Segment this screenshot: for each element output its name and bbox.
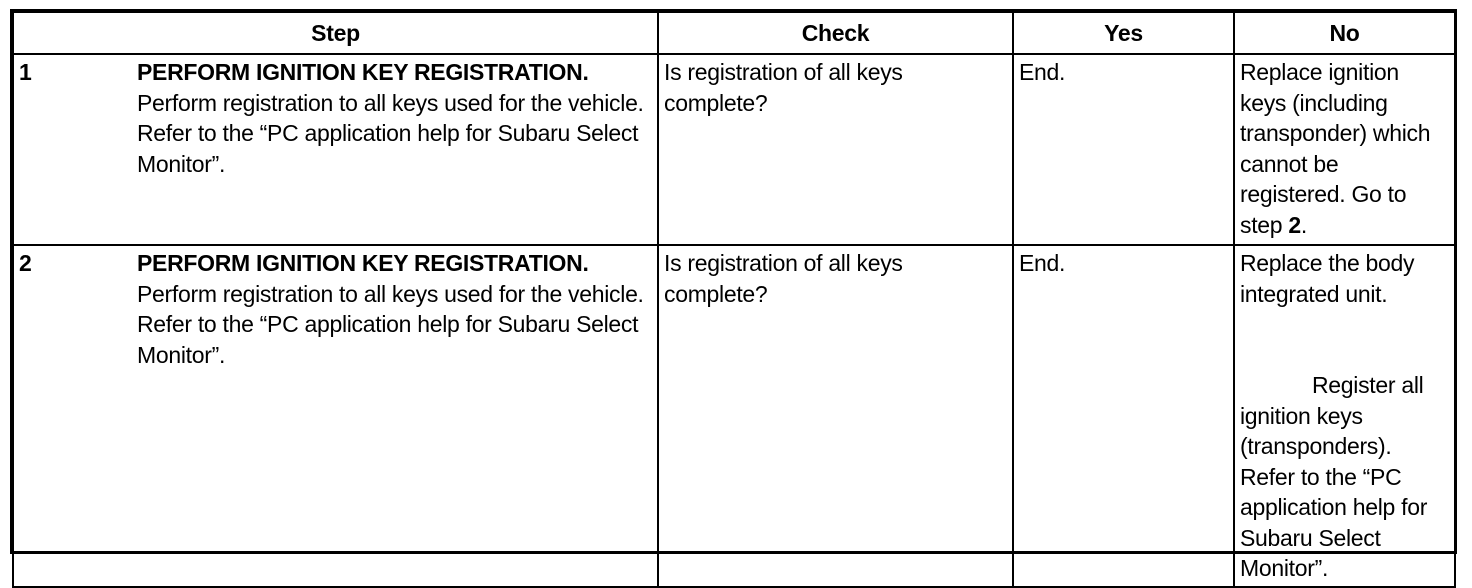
table-row xyxy=(13,54,1455,245)
check-cell: Is registration of all keys complete? xyxy=(658,245,1013,587)
header-step: Step xyxy=(13,12,658,54)
no-text: Replace ignition keys (including transponder) which cannot be registered. Go to step xyxy=(1240,59,1431,238)
diagnostic-table xyxy=(12,11,1456,588)
no-cell xyxy=(1234,54,1455,245)
note-block xyxy=(1240,370,1449,584)
note-text: Register all ignition keys (transponders). Refer to the “PC application help for Subaru Select Monitor”. xyxy=(1240,372,1428,581)
step-title: PERFORM IGNITION KEY REGISTRATION. xyxy=(137,59,589,85)
no-cell xyxy=(1234,245,1455,587)
step-cell xyxy=(13,54,658,245)
yes-cell: End. xyxy=(1013,54,1234,245)
header-yes: Yes xyxy=(1013,12,1234,54)
header-row xyxy=(13,12,1455,54)
step-description: Perform registration to all keys used for the vehicle. Refer to the “PC application help for Subaru Select Monitor”. xyxy=(137,89,644,177)
step-cell xyxy=(13,245,658,587)
table-row xyxy=(13,245,1455,587)
no-suffix: . xyxy=(1300,211,1307,238)
yes-cell: End. xyxy=(1013,245,1234,587)
no-text: Replace the body integrated unit. xyxy=(1240,250,1415,307)
check-cell: Is registration of all keys complete? xyxy=(658,54,1013,245)
step-description: Perform registration to all keys used for the vehicle. Refer to the “PC application help for Subaru Select Monitor”. xyxy=(137,280,644,368)
header-check: Check xyxy=(658,12,1013,54)
step-title: PERFORM IGNITION KEY REGISTRATION. xyxy=(137,250,589,276)
header-no: No xyxy=(1234,12,1455,54)
step-number: 1 xyxy=(19,59,32,85)
step-number: 2 xyxy=(19,250,32,276)
step-reference: 2 xyxy=(1288,211,1301,238)
